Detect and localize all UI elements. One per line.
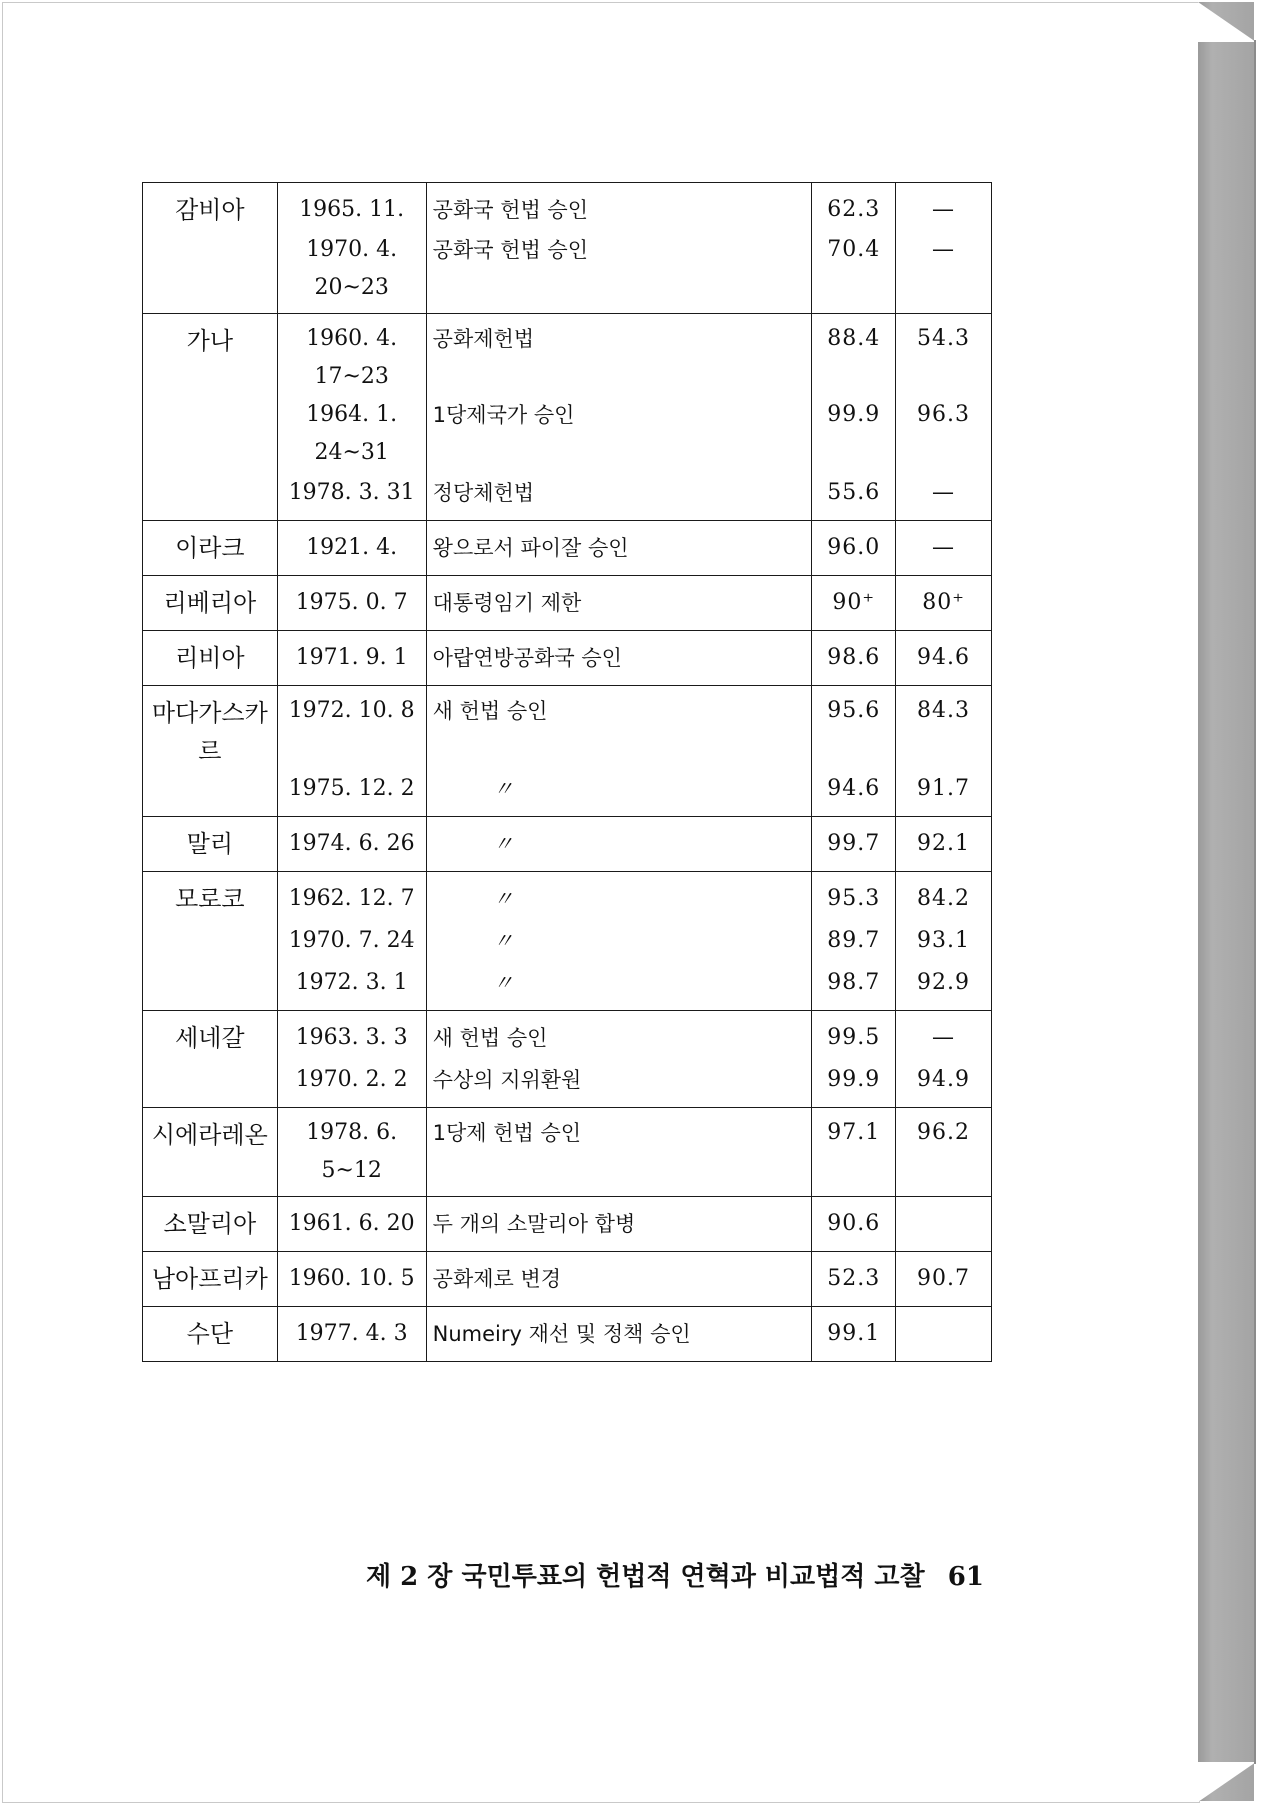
date-cell bbox=[277, 817, 426, 872]
description-value: 1당제국가 승인 bbox=[432, 403, 575, 427]
vote-percent-value: 98.6 bbox=[827, 645, 881, 670]
vote-percent-value: 99.9 bbox=[827, 402, 881, 427]
vote-percent-cell bbox=[812, 817, 896, 872]
date-value: 1972. 3. 1 bbox=[295, 970, 408, 995]
date-value: 1975. 12. 2 bbox=[288, 776, 415, 801]
vote-percent-value: 89.7 bbox=[827, 928, 881, 953]
table-row bbox=[143, 314, 992, 521]
date-cell bbox=[277, 314, 426, 521]
turnout-percent-cell bbox=[896, 817, 992, 872]
description-value: 새 헌법 승인 bbox=[432, 699, 548, 723]
description-value: 1당제 헌법 승인 bbox=[432, 1121, 582, 1145]
date-value: 1961. 6. 20 bbox=[288, 1211, 415, 1236]
date-value: 1965. 11. bbox=[299, 197, 405, 222]
description-value: 정당체헌법 bbox=[432, 481, 535, 505]
turnout-percent-value: — bbox=[932, 1025, 956, 1050]
vote-percent-value: 99.5 bbox=[827, 1025, 881, 1050]
date-value: 1970. 4. 20~23 bbox=[306, 237, 398, 300]
table-row bbox=[143, 1197, 992, 1252]
country-cell: 남아프리카 bbox=[143, 1252, 278, 1307]
description-cell bbox=[426, 521, 812, 576]
country-cell: 이라크 bbox=[143, 521, 278, 576]
table-row bbox=[143, 1011, 992, 1108]
table-row bbox=[143, 872, 992, 1011]
turnout-percent-value: 96.3 bbox=[917, 402, 971, 427]
vote-percent-value: 94.6 bbox=[827, 776, 881, 801]
turnout-percent-cell bbox=[896, 521, 992, 576]
description-value: 수상의 지위환원 bbox=[432, 1068, 582, 1092]
date-cell bbox=[277, 631, 426, 686]
vote-percent-cell bbox=[812, 686, 896, 817]
turnout-percent-cell bbox=[896, 872, 992, 1011]
date-cell bbox=[277, 183, 426, 314]
vote-percent-value: 99.9 bbox=[827, 1067, 881, 1092]
date-cell bbox=[277, 686, 426, 817]
vote-percent-cell bbox=[812, 521, 896, 576]
vote-percent-value: 52.3 bbox=[827, 1266, 881, 1291]
running-footer bbox=[366, 1556, 1006, 1593]
turnout-percent-value: 92.1 bbox=[917, 831, 971, 856]
description-value: 〃 bbox=[492, 777, 514, 801]
date-cell bbox=[277, 1252, 426, 1307]
description-value: 〃 bbox=[492, 971, 514, 995]
date-value: 1972. 10. 8 bbox=[288, 698, 415, 723]
turnout-percent-cell bbox=[896, 686, 992, 817]
turnout-percent-value: 93.1 bbox=[917, 928, 971, 953]
date-cell bbox=[277, 1108, 426, 1197]
vote-percent-value: 97.1 bbox=[827, 1120, 881, 1145]
description-cell bbox=[426, 314, 812, 521]
turnout-percent-value: 92.9 bbox=[917, 970, 971, 995]
date-cell bbox=[277, 576, 426, 631]
description-cell bbox=[426, 183, 812, 314]
date-value: 1970. 2. 2 bbox=[295, 1067, 408, 1092]
turnout-percent-cell bbox=[896, 1197, 992, 1252]
date-cell bbox=[277, 1011, 426, 1108]
date-value: 1978. 3. 31 bbox=[288, 480, 415, 505]
country-cell: 마다가스카르 bbox=[143, 686, 278, 817]
country-cell: 모로코 bbox=[143, 872, 278, 1011]
table-row bbox=[143, 1108, 992, 1197]
vote-percent-cell bbox=[812, 183, 896, 314]
date-cell bbox=[277, 1307, 426, 1362]
turnout-percent-value: 91.7 bbox=[917, 776, 971, 801]
description-cell bbox=[426, 817, 812, 872]
date-value: 1978. 6. 5~12 bbox=[306, 1120, 398, 1183]
table-row bbox=[143, 1307, 992, 1362]
vote-percent-cell bbox=[812, 1307, 896, 1362]
vote-percent-cell bbox=[812, 872, 896, 1011]
date-value: 1977. 4. 3 bbox=[295, 1321, 408, 1346]
description-cell bbox=[426, 686, 812, 817]
country-cell: 리비아 bbox=[143, 631, 278, 686]
turnout-percent-cell bbox=[896, 631, 992, 686]
description-cell bbox=[426, 631, 812, 686]
description-value: 공화제헌법 bbox=[432, 327, 535, 351]
description-value: 〃 bbox=[492, 887, 514, 911]
turnout-percent-value: 54.3 bbox=[917, 326, 971, 351]
vote-percent-value: 70.4 bbox=[827, 237, 881, 262]
description-cell bbox=[426, 576, 812, 631]
description-value: 〃 bbox=[492, 832, 514, 856]
country-cell: 말리 bbox=[143, 817, 278, 872]
table-row bbox=[143, 817, 992, 872]
date-value: 1960. 10. 5 bbox=[288, 1266, 415, 1291]
vote-percent-value: 90⁺ bbox=[832, 590, 876, 615]
country-cell: 세네갈 bbox=[143, 1011, 278, 1108]
description-cell bbox=[426, 1197, 812, 1252]
country-cell: 가나 bbox=[143, 314, 278, 521]
referendum-table bbox=[142, 182, 992, 1362]
vote-percent-cell bbox=[812, 1011, 896, 1108]
date-cell bbox=[277, 521, 426, 576]
date-value: 1975. 0. 7 bbox=[295, 590, 408, 615]
description-value: 아랍연방공화국 승인 bbox=[432, 646, 622, 670]
country-cell: 소말리아 bbox=[143, 1197, 278, 1252]
page-edge bbox=[1198, 2, 1254, 1801]
vote-percent-value: 62.3 bbox=[827, 197, 881, 222]
turnout-percent-value: — bbox=[932, 237, 956, 262]
date-cell bbox=[277, 872, 426, 1011]
turnout-percent-cell bbox=[896, 1011, 992, 1108]
date-value: 1921. 4. bbox=[306, 535, 398, 560]
date-value: 1971. 9. 1 bbox=[295, 645, 408, 670]
date-value: 1962. 12. 7 bbox=[288, 886, 415, 911]
turnout-percent-value: 90.7 bbox=[917, 1266, 971, 1291]
vote-percent-cell bbox=[812, 576, 896, 631]
turnout-percent-cell bbox=[896, 183, 992, 314]
country-cell: 리베리아 bbox=[143, 576, 278, 631]
vote-percent-value: 90.6 bbox=[827, 1211, 881, 1236]
vote-percent-value: 99.1 bbox=[827, 1321, 881, 1346]
date-cell bbox=[277, 1197, 426, 1252]
vote-percent-value: 99.7 bbox=[827, 831, 881, 856]
table-row bbox=[143, 1252, 992, 1307]
date-value: 1963. 3. 3 bbox=[295, 1025, 408, 1050]
table-row bbox=[143, 631, 992, 686]
turnout-percent-value: 84.2 bbox=[917, 886, 971, 911]
turnout-percent-cell bbox=[896, 1252, 992, 1307]
date-value: 1970. 7. 24 bbox=[288, 928, 415, 953]
date-value: 1964. 1. 24~31 bbox=[306, 402, 398, 465]
turnout-percent-cell bbox=[896, 1108, 992, 1197]
page-edge-line bbox=[1254, 40, 1256, 1764]
description-cell bbox=[426, 1307, 812, 1362]
turnout-percent-value bbox=[896, 1313, 991, 1355]
description-value: 왕으로서 파이잘 승인 bbox=[432, 536, 629, 560]
description-cell bbox=[426, 872, 812, 1011]
turnout-percent-cell bbox=[896, 314, 992, 521]
vote-percent-cell bbox=[812, 1252, 896, 1307]
country-cell: 감비아 bbox=[143, 183, 278, 314]
vote-percent-cell bbox=[812, 314, 896, 521]
table-row bbox=[143, 521, 992, 576]
vote-percent-value: 95.3 bbox=[827, 886, 881, 911]
turnout-percent-cell bbox=[896, 1307, 992, 1362]
table-row bbox=[143, 576, 992, 631]
vote-percent-value: 98.7 bbox=[827, 970, 881, 995]
turnout-percent-value: — bbox=[932, 535, 956, 560]
description-value: 새 헌법 승인 bbox=[432, 1026, 548, 1050]
vote-percent-value: 55.6 bbox=[827, 480, 881, 505]
page-number: 61 bbox=[947, 1562, 984, 1592]
description-value: 대통령임기 제한 bbox=[432, 591, 582, 615]
vote-percent-cell bbox=[812, 1108, 896, 1197]
vote-percent-cell bbox=[812, 1197, 896, 1252]
vote-percent-value: 88.4 bbox=[827, 326, 881, 351]
turnout-percent-value: — bbox=[932, 480, 956, 505]
vote-percent-value: 96.0 bbox=[827, 535, 881, 560]
turnout-percent-value: 84.3 bbox=[917, 698, 971, 723]
description-value: 공화제로 변경 bbox=[432, 1267, 562, 1291]
turnout-percent-value: 94.9 bbox=[917, 1067, 971, 1092]
turnout-percent-value: 94.6 bbox=[917, 645, 971, 670]
description-cell bbox=[426, 1252, 812, 1307]
turnout-percent-value: 96.2 bbox=[917, 1120, 971, 1145]
table-body bbox=[143, 183, 992, 1362]
table-row bbox=[143, 686, 992, 817]
description-value: 두 개의 소말리아 합병 bbox=[432, 1212, 636, 1236]
description-cell bbox=[426, 1108, 812, 1197]
turnout-percent-value: — bbox=[932, 197, 956, 222]
date-value: 1974. 6. 26 bbox=[288, 831, 415, 856]
country-cell: 수단 bbox=[143, 1307, 278, 1362]
description-value: 〃 bbox=[492, 929, 514, 953]
description-value: 공화국 헌법 승인 bbox=[432, 238, 589, 262]
description-cell bbox=[426, 1011, 812, 1108]
table-row bbox=[143, 183, 992, 314]
turnout-percent-cell bbox=[896, 576, 992, 631]
date-value: 1960. 4. 17~23 bbox=[306, 326, 398, 389]
vote-percent-value: 95.6 bbox=[827, 698, 881, 723]
country-cell: 시에라레온 bbox=[143, 1108, 278, 1197]
vote-percent-cell bbox=[812, 631, 896, 686]
description-value: Numeiry 재선 및 정책 승인 bbox=[432, 1322, 691, 1346]
chapter-title: 제 2 장 국민투표의 헌법적 연혁과 비교법적 고찰 bbox=[366, 1562, 925, 1592]
description-value: 공화국 헌법 승인 bbox=[432, 198, 589, 222]
turnout-percent-value: 80⁺ bbox=[922, 590, 965, 615]
turnout-percent-value bbox=[896, 1203, 991, 1245]
